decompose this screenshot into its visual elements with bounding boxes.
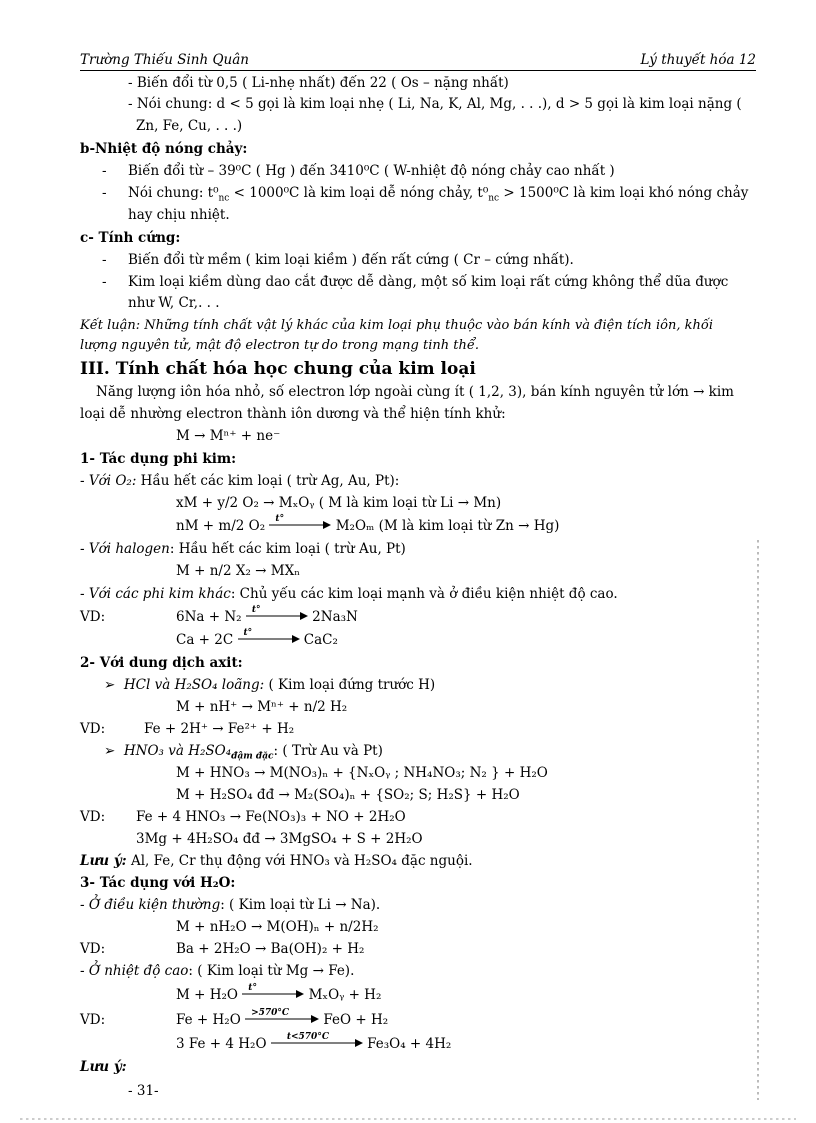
hardness-title: c- Tính cứng:	[80, 230, 181, 246]
oxygen-line: - Với O₂: Hầu hết các kim loại ( trừ Ag, Au, Pt):	[80, 473, 400, 489]
acid-conc-example-2: 3Mg + 4H₂SO₄ đđ → 3MgSO₄ + S + 2H₂O	[136, 831, 423, 847]
bottom-margin-dots	[20, 1118, 796, 1120]
acid-dilute-eq: M + nH⁺ → Mⁿ⁺ + n/2 H₂	[176, 699, 348, 715]
halogen-line: - Với halogen: Hầu hết các kim loại ( trừ Au, Pt)	[80, 541, 406, 557]
example-label: VD:	[80, 721, 106, 737]
bullet-dash: -	[102, 163, 107, 179]
heat-arrow: t<570°C	[271, 1040, 363, 1050]
intro-line-2: loại dễ nhường electron thành iôn dương và thể hiện tính khử:	[80, 406, 506, 422]
heat-arrow: t°	[242, 991, 304, 1001]
header-subject: Lý thuyết hóa 12	[640, 52, 756, 68]
melting-general: Nói chung: $t^0_{nc} < 1000^0C$ là kim loại dễ nóng chảy, $t^0_{nc} > 1500^0C$ là kim loại khó nóng chảy	[128, 185, 749, 204]
density-range: - Biến đổi từ 0,5 ( Li-nhẹ nhất) đến 22 ( Os – nặng nhất)	[128, 75, 509, 91]
water-normal-line: - Ở điều kiện thường: ( Kim loại từ Li → Na).	[80, 897, 381, 913]
water-high-temp-example-1: Fe + H₂O >570°C FeO + H₂	[176, 1007, 389, 1028]
hardness-note-cont: như W, Cr,. . .	[128, 295, 220, 311]
example-label: VD:	[80, 1012, 106, 1028]
example-label: VD:	[80, 809, 106, 825]
page-number: - 31-	[128, 1083, 159, 1099]
example-eq-2: Ca + 2C t° CaC₂	[176, 627, 338, 648]
acid-conc-eq-1: M + HNO₃ → M(NO₃)ₙ + {NₓOᵧ ; NH₄NO₃; N₂ } + H₂O	[176, 765, 548, 781]
acid-conc-example-1: Fe + 4 HNO₃ → Fe(NO₃)₃ + NO + 2H₂O	[136, 809, 406, 825]
example-label: VD:	[80, 609, 106, 625]
example-label: VD:	[80, 941, 106, 957]
melting-range: Biến đổi từ – 39⁰C ( Hg ) đến 3410⁰C ( W-nhiệt độ nóng chảy cao nhất )	[128, 163, 615, 179]
melting-title: b-Nhiệt độ nóng chảy:	[80, 141, 248, 157]
bullet-dash: -	[102, 274, 107, 290]
water-normal-example: Ba + 2H₂O → Ba(OH)₂ + H₂	[176, 941, 365, 957]
hardness-range: Biến đổi từ mềm ( kim loại kiềm ) đến rất cứng ( Cr – cứng nhất).	[128, 252, 574, 268]
example-eq-1: 6Na + N₂ t° 2Na₃N	[176, 604, 358, 625]
hardness-note: Kim loại kiềm dùng dao cắt được dễ dàng, một số kim loại rất cứng không thể dũa được	[128, 274, 729, 290]
water-note: Lưu ý:	[80, 1059, 127, 1075]
acid-conc-line: ➢ HNO₃ và $H_2SO_4_{đậm đặc}$: ( Trừ Au và Pt)	[104, 743, 383, 762]
oxygen-eq-2: nM + m/2 O₂ t° M₂Oₘ (M là kim loại từ Zn → Hg)	[176, 513, 560, 534]
other-nonmetal-line: - Với các phi kim khác: Chủ yếu các kim loại mạnh và ở điều kiện nhiệt độ cao.	[80, 586, 618, 602]
conclusion-line-1: Kết luận: Những tính chất vật lý khác của kim loại phụ thuộc vào bán kính và điện tích iôn, khối	[80, 318, 713, 333]
acid-title: 2- Với dung dịch axit:	[80, 655, 243, 671]
water-title: 3- Tác dụng với H₂O:	[80, 875, 236, 891]
water-high-temp-example-2: 3 Fe + 4 H₂O t<570°C Fe₃O₄ + 4H₂	[176, 1031, 452, 1052]
melting-general-cont: hay chịu nhiệt.	[128, 207, 230, 223]
water-high-temp-eq: M + H₂O t° MₓOᵧ + H₂	[176, 982, 382, 1003]
heat-arrow: t°	[238, 636, 300, 646]
water-normal-eq: M + nH₂O → M(OH)ₙ + n/2H₂	[176, 919, 379, 935]
oxygen-eq-1: xM + y/2 O₂ → MₓOᵧ ( M là kim loại từ Li → Mn)	[176, 495, 502, 511]
heat-arrow: t°	[269, 522, 331, 532]
acid-dilute-example: Fe + 2H⁺ → Fe²⁺ + H₂	[144, 721, 295, 737]
right-margin-dots	[757, 540, 759, 1100]
intro-line-1: Năng lượng iôn hóa nhỏ, số electron lớp ngoài cùng ít ( 1,2, 3), bán kính nguyên tử lớn → kim	[96, 384, 734, 400]
header-school: Trường Thiếu Sinh Quân	[80, 52, 249, 68]
bullet-dash: -	[102, 252, 107, 268]
heat-arrow: t°	[246, 613, 308, 623]
acid-note: Lưu ý: Al, Fe, Cr thụ động với HNO₃ và H₂SO₄ đặc nguội.	[80, 853, 473, 869]
water-high-temp-line: - Ở nhiệt độ cao: ( Kim loại từ Mg → Fe).	[80, 963, 355, 979]
bullet-dash: -	[102, 185, 107, 201]
conclusion-line-2: lượng nguyên tử, mật độ electron tự do trong mạng tinh thể.	[80, 338, 479, 353]
density-general-cont: Zn, Fe, Cu, . . .)	[136, 118, 243, 134]
acid-conc-eq-2: M + H₂SO₄ đđ → M₂(SO₄)ₙ + {SO₂; S; H₂S} + H₂O	[176, 787, 520, 803]
section-heading: III. Tính chất hóa học chung của kim loại	[80, 359, 476, 379]
oxidation-equation: M → Mⁿ⁺ + ne⁻	[176, 428, 281, 444]
acid-dilute-line: ➢ HCl và H₂SO₄ loãng: ( Kim loại đứng trước H)	[104, 677, 436, 693]
heat-arrow: >570°C	[245, 1016, 319, 1026]
halogen-eq: M + n/2 X₂ → MXₙ	[176, 563, 301, 579]
nonmetal-title: 1- Tác dụng phi kim:	[80, 451, 237, 467]
density-general: - Nói chung: d < 5 gọi là kim loại nhẹ ( Li, Na, K, Al, Mg, . . .), d > 5 gọi là kim loại nặng (	[128, 96, 742, 112]
page-header	[80, 50, 756, 71]
